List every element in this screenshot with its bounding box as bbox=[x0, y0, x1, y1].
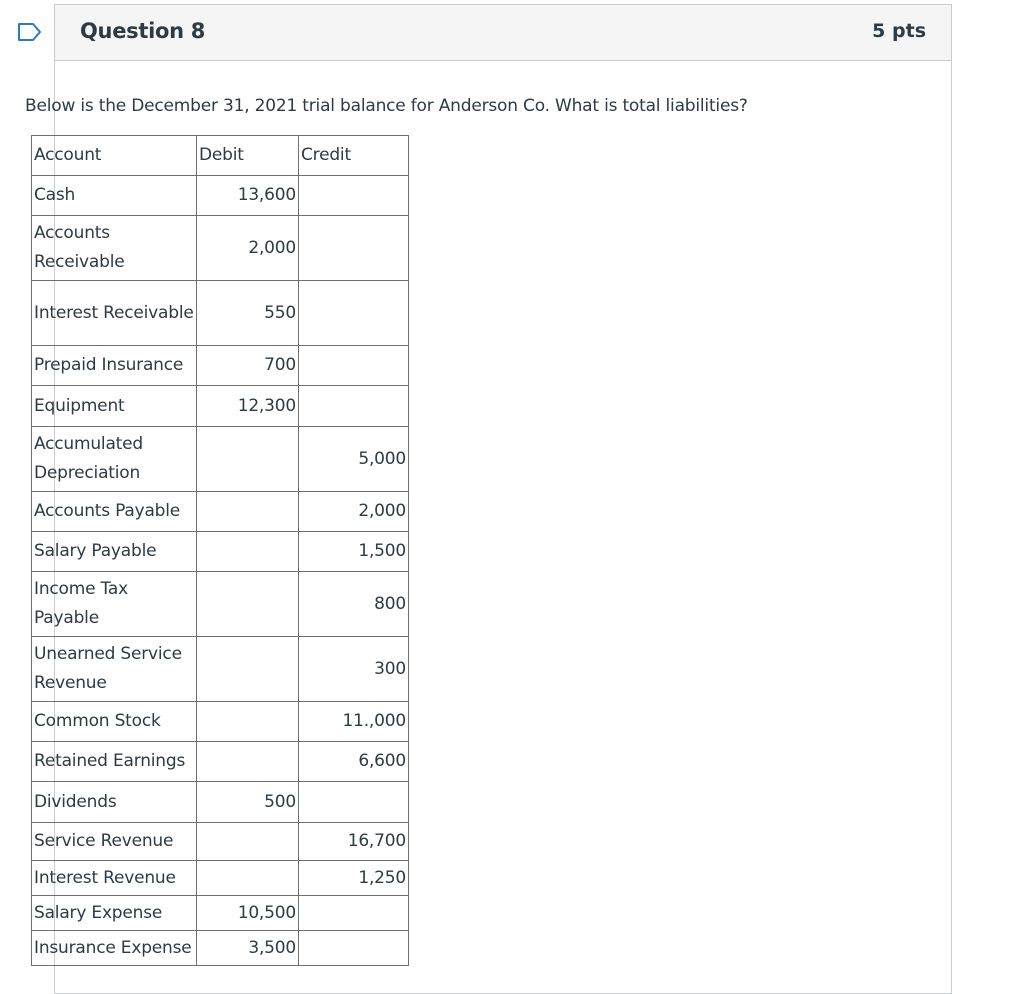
credit-cell bbox=[299, 176, 409, 216]
credit-cell: 300 bbox=[299, 637, 409, 702]
debit-cell: 500 bbox=[197, 782, 299, 823]
table-row bbox=[32, 572, 409, 637]
account-cell: Dividends bbox=[32, 782, 197, 823]
debit-cell: 550 bbox=[197, 281, 299, 346]
account-cell: Common Stock bbox=[32, 702, 197, 742]
account-cell: Unearned Service Revenue bbox=[32, 637, 197, 702]
credit-cell bbox=[299, 931, 409, 966]
account-cell: Service Revenue bbox=[32, 823, 197, 861]
header-account: Account bbox=[32, 136, 197, 176]
account-cell: Prepaid Insurance bbox=[32, 346, 197, 386]
credit-cell bbox=[299, 281, 409, 346]
table-row bbox=[32, 742, 409, 782]
credit-cell bbox=[299, 346, 409, 386]
debit-cell: 12,300 bbox=[197, 386, 299, 427]
credit-cell: 1,250 bbox=[299, 861, 409, 896]
table-row bbox=[32, 861, 409, 896]
table-header-row bbox=[32, 136, 409, 176]
table-row bbox=[32, 346, 409, 386]
header-debit: Debit bbox=[197, 136, 299, 176]
table-row bbox=[32, 637, 409, 702]
credit-cell: 800 bbox=[299, 572, 409, 637]
debit-cell bbox=[197, 823, 299, 861]
table-row bbox=[32, 782, 409, 823]
debit-cell: 3,500 bbox=[197, 931, 299, 966]
table-row bbox=[32, 931, 409, 966]
bookmark-flag-icon[interactable] bbox=[17, 22, 43, 42]
debit-cell: 700 bbox=[197, 346, 299, 386]
table-row bbox=[32, 281, 409, 346]
credit-cell: 11.,000 bbox=[299, 702, 409, 742]
debit-cell bbox=[197, 742, 299, 782]
table-row bbox=[32, 386, 409, 427]
debit-cell bbox=[197, 572, 299, 637]
debit-cell bbox=[197, 427, 299, 492]
table-row bbox=[32, 216, 409, 281]
table-row bbox=[32, 427, 409, 492]
table-row bbox=[32, 823, 409, 861]
credit-cell: 16,700 bbox=[299, 823, 409, 861]
table-row bbox=[32, 896, 409, 931]
debit-cell: 2,000 bbox=[197, 216, 299, 281]
account-cell: Accumulated Depreciation bbox=[32, 427, 197, 492]
account-cell: Accounts Receivable bbox=[32, 216, 197, 281]
credit-cell: 5,000 bbox=[299, 427, 409, 492]
debit-cell bbox=[197, 492, 299, 532]
question-points: 5 pts bbox=[872, 20, 926, 42]
account-cell: Salary Payable bbox=[32, 532, 197, 572]
account-cell: Interest Revenue bbox=[32, 861, 197, 896]
table-row bbox=[32, 176, 409, 216]
account-cell: Equipment bbox=[32, 386, 197, 427]
account-cell: Salary Expense bbox=[32, 896, 197, 931]
account-cell: Cash bbox=[32, 176, 197, 216]
credit-cell bbox=[299, 216, 409, 281]
debit-cell bbox=[197, 532, 299, 572]
question-prompt: Below is the December 31, 2021 trial balance for Anderson Co. What is total liabilities? bbox=[25, 96, 748, 116]
debit-cell bbox=[197, 702, 299, 742]
table-row bbox=[32, 532, 409, 572]
account-cell: Interest Receivable bbox=[32, 281, 197, 346]
credit-cell bbox=[299, 896, 409, 931]
account-cell: Insurance Expense bbox=[32, 931, 197, 966]
question-title: Question 8 bbox=[80, 19, 206, 43]
debit-cell: 10,500 bbox=[197, 896, 299, 931]
credit-cell: 2,000 bbox=[299, 492, 409, 532]
debit-cell bbox=[197, 861, 299, 896]
credit-cell: 1,500 bbox=[299, 532, 409, 572]
question-header bbox=[55, 5, 951, 61]
table-row bbox=[32, 492, 409, 532]
credit-cell bbox=[299, 386, 409, 427]
table-row bbox=[32, 702, 409, 742]
account-cell: Accounts Payable bbox=[32, 492, 197, 532]
debit-cell: 13,600 bbox=[197, 176, 299, 216]
credit-cell: 6,600 bbox=[299, 742, 409, 782]
trial-balance-table bbox=[31, 135, 409, 966]
debit-cell bbox=[197, 637, 299, 702]
credit-cell bbox=[299, 782, 409, 823]
account-cell: Income Tax Payable bbox=[32, 572, 197, 637]
account-cell: Retained Earnings bbox=[32, 742, 197, 782]
header-credit: Credit bbox=[299, 136, 409, 176]
